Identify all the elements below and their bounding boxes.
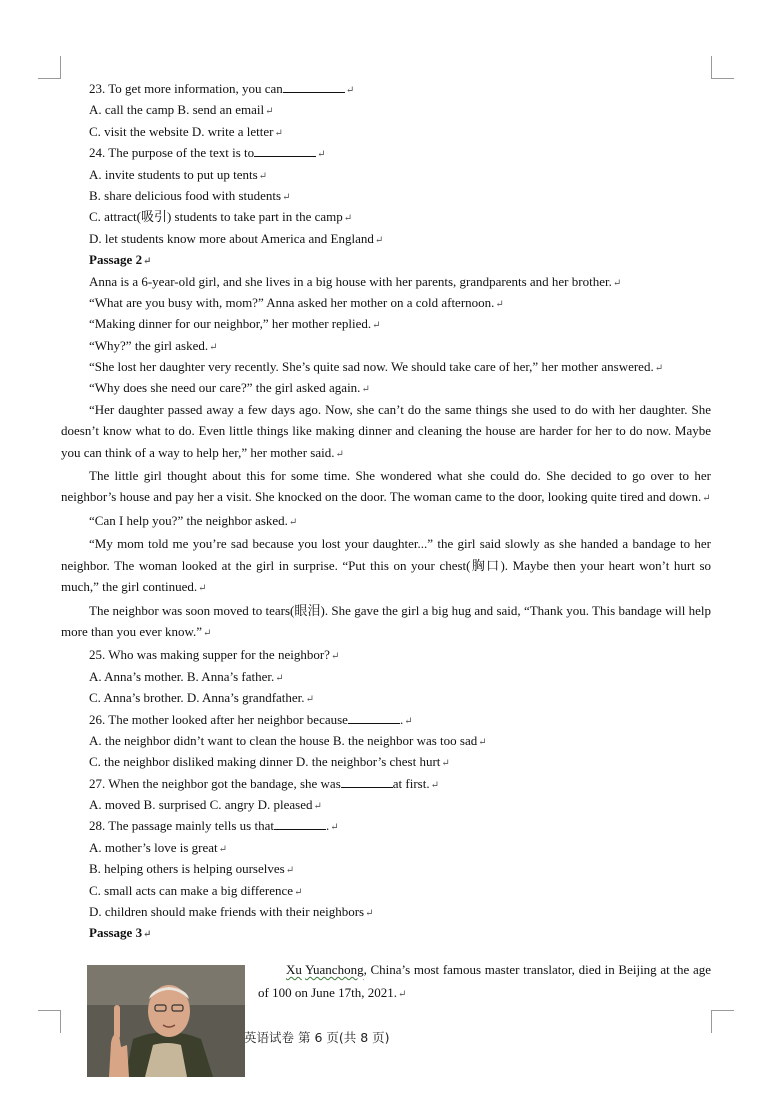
answer-blank — [341, 774, 393, 788]
lines-line-11: “Making dinner for our neighbor,” her mother replied.↵ — [89, 316, 381, 332]
page-footer: 英语试卷 第 6 页(共 8 页) — [244, 1030, 390, 1045]
lines-line-7: D. let students know more about America and England↵ — [89, 230, 384, 246]
lines2-line-10: B. helping others is helping ourselves↵ — [89, 861, 295, 877]
lines-line-1: A. call the camp B. send an email↵ — [89, 102, 274, 118]
paragraph-4: The neighbor was soon moved to tears(眼泪). She gave the girl a big hug and said, “Thank you. This bandage will help more than you ever know.”↵ — [61, 602, 711, 639]
paragraph-2: “Can I help you?” the neighbor asked.↵ — [89, 512, 298, 528]
lines2-line-0: 25. Who was making supper for the neighbor?↵ — [89, 647, 340, 663]
lines2-line-9: A. mother’s love is great↵ — [89, 839, 228, 855]
lines2-line-13: Passage 3↵ — [89, 925, 152, 941]
lines2-line-7: A. moved B. surprised C. angry D. pleased↵ — [89, 797, 322, 813]
answer-blank — [348, 710, 400, 724]
lines2-line-8: 28. The passage mainly tells us that .↵ — [89, 818, 339, 834]
lines-line-5: B. share delicious food with students↵ — [89, 187, 291, 203]
lines-line-10: “What are you busy with, mom?” Anna asked her mother on a cold afternoon.↵ — [89, 294, 504, 310]
crop-mark-bottom-right — [711, 1010, 734, 1033]
passage3-intro: Xu Yuanchong, China’s most famous master translator, died in Beijing at the age of 100 on June 17th, 2021.↵ — [258, 962, 711, 1000]
paragraph-0: “Her daughter passed away a few days ago. Now, she can’t do the same things she used to do with her daughter. She doesn’t know what to do. Even little things like making dinner and cleaning the house are harder for her to do now. Maybe you can think of a way to help her,” her mother said.↵ — [61, 401, 711, 460]
lines-line-14: “Why does she need our care?” the girl asked again.↵ — [89, 380, 370, 396]
passage2-questions — [61, 644, 711, 943]
answer-blank — [254, 143, 316, 157]
answer-blank — [283, 79, 345, 93]
lines-line-3: 24. The purpose of the text is to ↵ — [89, 145, 326, 161]
passage2-paragraphs — [61, 399, 711, 644]
lines-line-6: C. attract(吸引) students to take part in the camp↵ — [89, 209, 353, 225]
lines-line-4: A. invite students to put up tents↵ — [89, 166, 268, 182]
lines-line-2: C. visit the website D. write a letter↵ — [89, 123, 283, 139]
crop-mark-top-left — [38, 56, 61, 79]
lines2-line-1: A. Anna’s mother. B. Anna’s father.↵ — [89, 668, 284, 684]
portrait-photo — [87, 965, 245, 1077]
lines2-line-6: 27. When the neighbor got the bandage, she was at first.↵ — [89, 775, 439, 791]
lines-line-13: “She lost her daughter very recently. She’s quite sad now. We should take care of her,” her mother answered.↵ — [89, 359, 664, 375]
paragraph-3: “My mom told me you’re sad because you lost your daughter...” the girl said slowly as she handed a bandage to her neighbor. The woman looked at the girl in surprise. “Put this on your chest(胸口). Maybe then your heart won’t hurt so much,” the girl continued.↵ — [61, 536, 711, 595]
name-underlined-2: Yuanchong — [305, 962, 364, 977]
passage3-text: , China’s most famous master translator, died in Beijing at the age of 100 on June 17th, 2021. — [258, 962, 711, 1000]
lines-line-0: 23. To get more information, you can ↵ — [89, 81, 355, 96]
lines-line-12: “Why?” the girl asked.↵ — [89, 337, 218, 353]
lines-line-8: Passage 2↵ — [89, 252, 152, 268]
lines-line-9: Anna is a 6-year-old girl, and she lives in a big house with her parents, grandparents and her brother.↵ — [89, 273, 622, 289]
lines2-line-12: D. children should make friends with their neighbors↵ — [89, 904, 374, 920]
lines2-line-2: C. Anna’s brother. D. Anna’s grandfather.↵ — [89, 690, 314, 706]
document-body — [61, 78, 711, 944]
lines2-line-4: A. the neighbor didn’t want to clean the house B. the neighbor was too sad↵ — [89, 732, 487, 748]
crop-mark-bottom-left — [38, 1010, 61, 1033]
lines2-line-5: C. the neighbor disliked making dinner D. the neighbor’s chest hurt↵ — [89, 754, 450, 770]
answer-blank — [274, 816, 326, 830]
portrait-image — [87, 965, 245, 1077]
paragraph-1: The little girl thought about this for some time. She wondered what she could do. She decided to go over to her neighbor’s house and pay her a visit. She knocked on the door. The woman came to the door, looking quite tired and down.↵ — [61, 468, 711, 505]
lines2-line-11: C. small acts can make a big difference↵ — [89, 882, 303, 898]
name-underlined: Xu — [286, 962, 302, 977]
lines2-line-3: 26. The mother looked after her neighbor because .↵ — [89, 711, 413, 727]
passage1-questions — [61, 78, 711, 399]
crop-mark-top-right — [711, 56, 734, 79]
